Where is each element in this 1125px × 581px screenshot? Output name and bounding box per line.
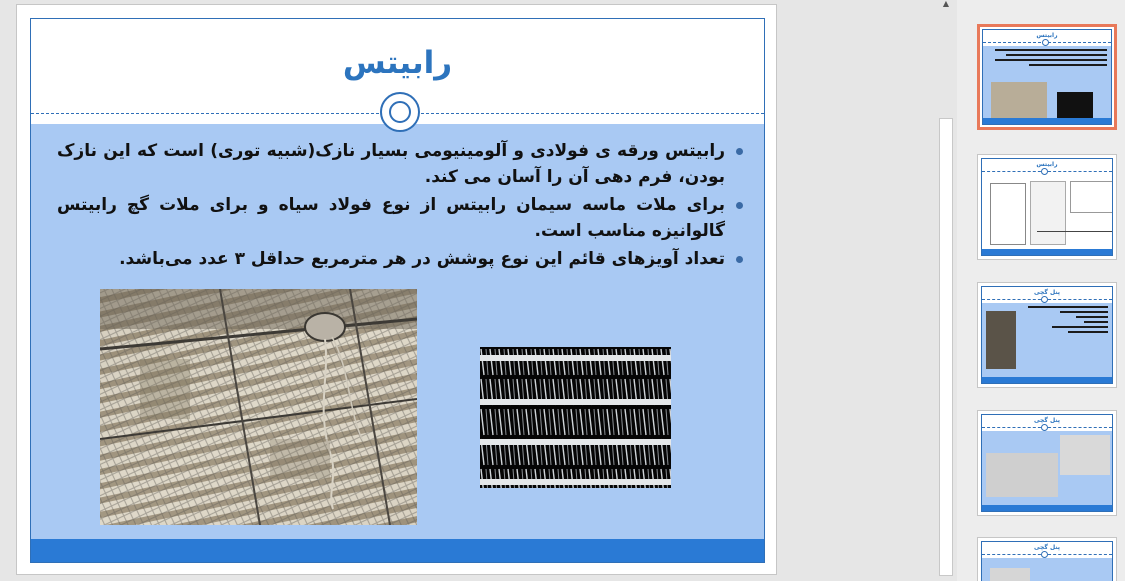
bullet-text: برای ملات ماسه سیمان رابیتس از نوع فولاد سیاه و برای ملات گچ رابیتس گالوانیزه مناسب است. bbox=[57, 195, 725, 241]
thumbnail-circle-ornament bbox=[1041, 551, 1048, 558]
thumbnail-title: رابیتس bbox=[1036, 161, 1058, 168]
thumbnail-body bbox=[982, 303, 1112, 377]
thumbnail-title: پنل گچی bbox=[1033, 544, 1061, 551]
thumbnail-body bbox=[982, 175, 1112, 249]
slide-thumbnail-3[interactable] bbox=[977, 282, 1117, 388]
divider-circle-ornament bbox=[380, 92, 420, 132]
ceiling-mesh-photo[interactable] bbox=[100, 289, 417, 525]
slide-thumbnail-panel bbox=[957, 0, 1125, 581]
thumbnail-footer-bar bbox=[983, 118, 1111, 124]
thumbnail-frame bbox=[982, 29, 1112, 125]
thumbnail-title: پنل گچی bbox=[1033, 289, 1061, 296]
thumbnail-photo bbox=[991, 82, 1047, 120]
thumbnail-body bbox=[982, 558, 1112, 581]
thumbnail-text-lines bbox=[995, 49, 1107, 69]
thumbnail-frame bbox=[981, 158, 1113, 256]
thumbnail-title: رابیتس bbox=[1036, 32, 1058, 39]
thumbnail-drawing bbox=[1030, 181, 1066, 245]
thumbnail-scrollbar[interactable] bbox=[935, 0, 957, 581]
thumbnail-photo bbox=[1057, 92, 1093, 118]
thumbnail-frame bbox=[981, 541, 1113, 581]
thumbnail-footer-bar bbox=[982, 377, 1112, 383]
thumbnail-circle-ornament bbox=[1042, 39, 1049, 46]
slide-thumbnail-4[interactable] bbox=[977, 410, 1117, 516]
bullet-dot-icon bbox=[736, 256, 743, 263]
expanded-metal-lath-photo[interactable] bbox=[480, 347, 671, 488]
thumbnail-body bbox=[982, 431, 1112, 505]
slide-thumbnail-5[interactable] bbox=[977, 537, 1117, 581]
slide-thumbnail-2[interactable] bbox=[977, 154, 1117, 260]
thumbnail-photo bbox=[990, 568, 1030, 581]
divider-circle-inner bbox=[389, 101, 411, 123]
scrollbar-thumb[interactable] bbox=[939, 118, 953, 576]
scroll-up-arrow-icon[interactable]: ▲ bbox=[942, 0, 950, 8]
thumbnail-body bbox=[983, 46, 1111, 118]
thumbnail-footer-bar bbox=[982, 505, 1112, 511]
thumbnail-circle-ornament bbox=[1041, 424, 1048, 431]
bullet-item bbox=[57, 138, 747, 190]
thumbnail-photo bbox=[1060, 435, 1110, 475]
thumbnail-title: پنل گچی bbox=[1033, 417, 1061, 424]
thumbnail-text-lines bbox=[1028, 306, 1108, 336]
thumbnail-frame bbox=[981, 414, 1113, 512]
thumbnail-drawing bbox=[1037, 231, 1113, 232]
slide-frame bbox=[30, 18, 765, 563]
bullet-list[interactable] bbox=[57, 138, 747, 274]
thumbnail-footer-bar bbox=[982, 249, 1112, 255]
thumbnail-circle-ornament bbox=[1041, 168, 1048, 175]
thumbnail-frame bbox=[981, 286, 1113, 384]
bullet-text: تعداد آویزهای قائم این نوع پوشش در هر مترمربع حداقل ۳ عدد می‌باشد. bbox=[119, 249, 725, 269]
slide-thumbnail-1[interactable] bbox=[977, 24, 1117, 130]
bullet-text: رابیتس ورقه ی فولادی و آلومینیومی بسیار نازک(شبیه توری) است که این نازک بودن، فرم دهی آن را آسان می کند. bbox=[57, 141, 725, 187]
thumbnail-photo bbox=[986, 453, 1058, 497]
footer-bar bbox=[31, 539, 764, 562]
bullet-dot-icon bbox=[736, 202, 743, 209]
bullet-dot-icon bbox=[736, 148, 743, 155]
thumbnail-circle-ornament bbox=[1041, 296, 1048, 303]
slide-title[interactable]: رابیتس bbox=[342, 45, 453, 81]
thumbnail-photo bbox=[986, 311, 1016, 369]
thumbnail-drawing bbox=[1070, 181, 1113, 213]
bullet-item bbox=[57, 246, 747, 272]
slide-canvas[interactable] bbox=[16, 4, 777, 575]
thumbnail-drawing bbox=[990, 183, 1026, 245]
bullet-item bbox=[57, 192, 747, 244]
